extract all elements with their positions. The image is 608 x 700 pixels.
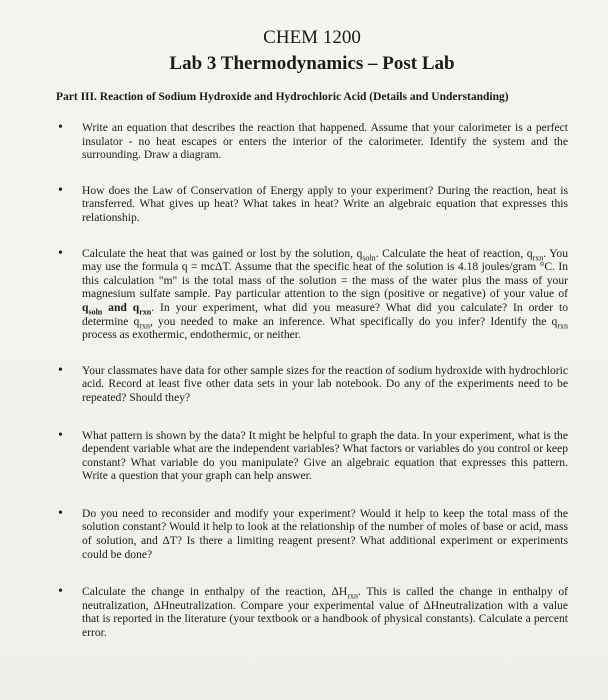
question-text — [82, 585, 568, 639]
subscript: rxn — [139, 320, 150, 330]
list-item — [56, 121, 568, 162]
question-text: Write an equation that describes the reaction that happened. Assume that your calorimeter is a perfect insulator - no heat escapes or enters the interior of the calorimeter. Identify the system and the surrounding. Draw a diagram. — [82, 121, 568, 162]
bullet-icon: • — [58, 505, 63, 521]
subscript: rxn — [532, 252, 544, 262]
text-run: Calculate the change in enthalpy of the reaction, ΔH — [82, 585, 348, 599]
question-text: Your classmates have data for other sample sizes for the reaction of sodium hydroxide with hydrochloric acid. Record at least five other data sets in your lab notebook. Do any of the experiments need to be repeated? Should they? — [82, 363, 568, 404]
subscript: soln — [88, 307, 103, 317]
question-list — [56, 121, 568, 640]
bullet-icon: • — [58, 362, 63, 378]
text-run: , you needed to make an inference. What specifically do you infer? Identify the q — [149, 314, 558, 328]
list-item — [56, 364, 568, 405]
bullet-icon: • — [58, 245, 63, 261]
list-item — [56, 247, 568, 342]
list-item — [56, 429, 568, 483]
subscript: soln — [362, 252, 376, 262]
part-heading: Part III. Reaction of Sodium Hydroxide and Hydrochloric Acid (Details and Understanding) — [56, 91, 509, 103]
text-run: . Calculate the heat of reaction, q — [375, 246, 533, 260]
question-text: How does the Law of Conservation of Energy apply to your experiment? During the reaction, heat is transferred. What gives up heat? What takes in heat? Write an algebraic equation that expresses this relationship. — [82, 183, 568, 224]
question-text — [82, 247, 568, 342]
bullet-icon: • — [58, 182, 63, 198]
question-text: What pattern is shown by the data? It might be helpful to graph the data. In your experiment, what is the dependent variable what are the independent variables? What factors or variables do you control or keep constant? What variable do you manipulate? Give an algebraic equation that expresses this pattern. Write a question that your graph can help answer. — [82, 428, 568, 483]
text-run: . You may use the formula q = mcΔT. Assume that the specific heat of the solution is 4.18 joules/gram °C. In this calculation "m" is the total mass of the solution = the mass of the water plus the mass of your magnesium sulfate sample. Pay particular attention to the sign (positive or negative) of your value of — [82, 246, 568, 301]
bullet-icon: • — [58, 120, 63, 135]
question-text: Do you need to reconsider and modify your experiment? Would it help to keep the total mass of the solution constant? Would it help to look at the relationship of the number of moles of base or acid, mass of solution, and ΔT? Is there a limiting reagent present? What additional experiment or experiments could be done? — [82, 506, 568, 561]
list-item — [56, 585, 568, 639]
subscript: rxn — [347, 591, 358, 601]
lab-title: Lab 3 Thermodynamics – Post Lab — [169, 53, 455, 74]
bullet-icon: • — [58, 584, 63, 600]
text-run: Calculate the heat that was gained or lost by the solution, q — [82, 246, 363, 260]
list-item — [56, 184, 568, 225]
text-run: . In your experiment, what did you measure? What did you calculate? In order to determine q — [82, 300, 569, 328]
text-run: . This is called the change in enthalpy of neutralization, ΔHneutralization. Compare your experimental value of ΔHneutralization with a value that is reported in the literature (your textbook or a handbook of physical constants). Calculate a percent error. — [82, 585, 568, 640]
subscript: rxn — [557, 320, 568, 330]
course-title: CHEM 1200 — [263, 27, 361, 48]
bold-symbol: and q — [102, 300, 140, 314]
bullet-icon: • — [58, 427, 63, 443]
list-item — [56, 507, 568, 561]
text-run: process as exothermic, endothermic, or neither. — [82, 328, 301, 342]
bold-symbol: q — [82, 300, 89, 314]
subscript: rxn — [139, 307, 152, 317]
